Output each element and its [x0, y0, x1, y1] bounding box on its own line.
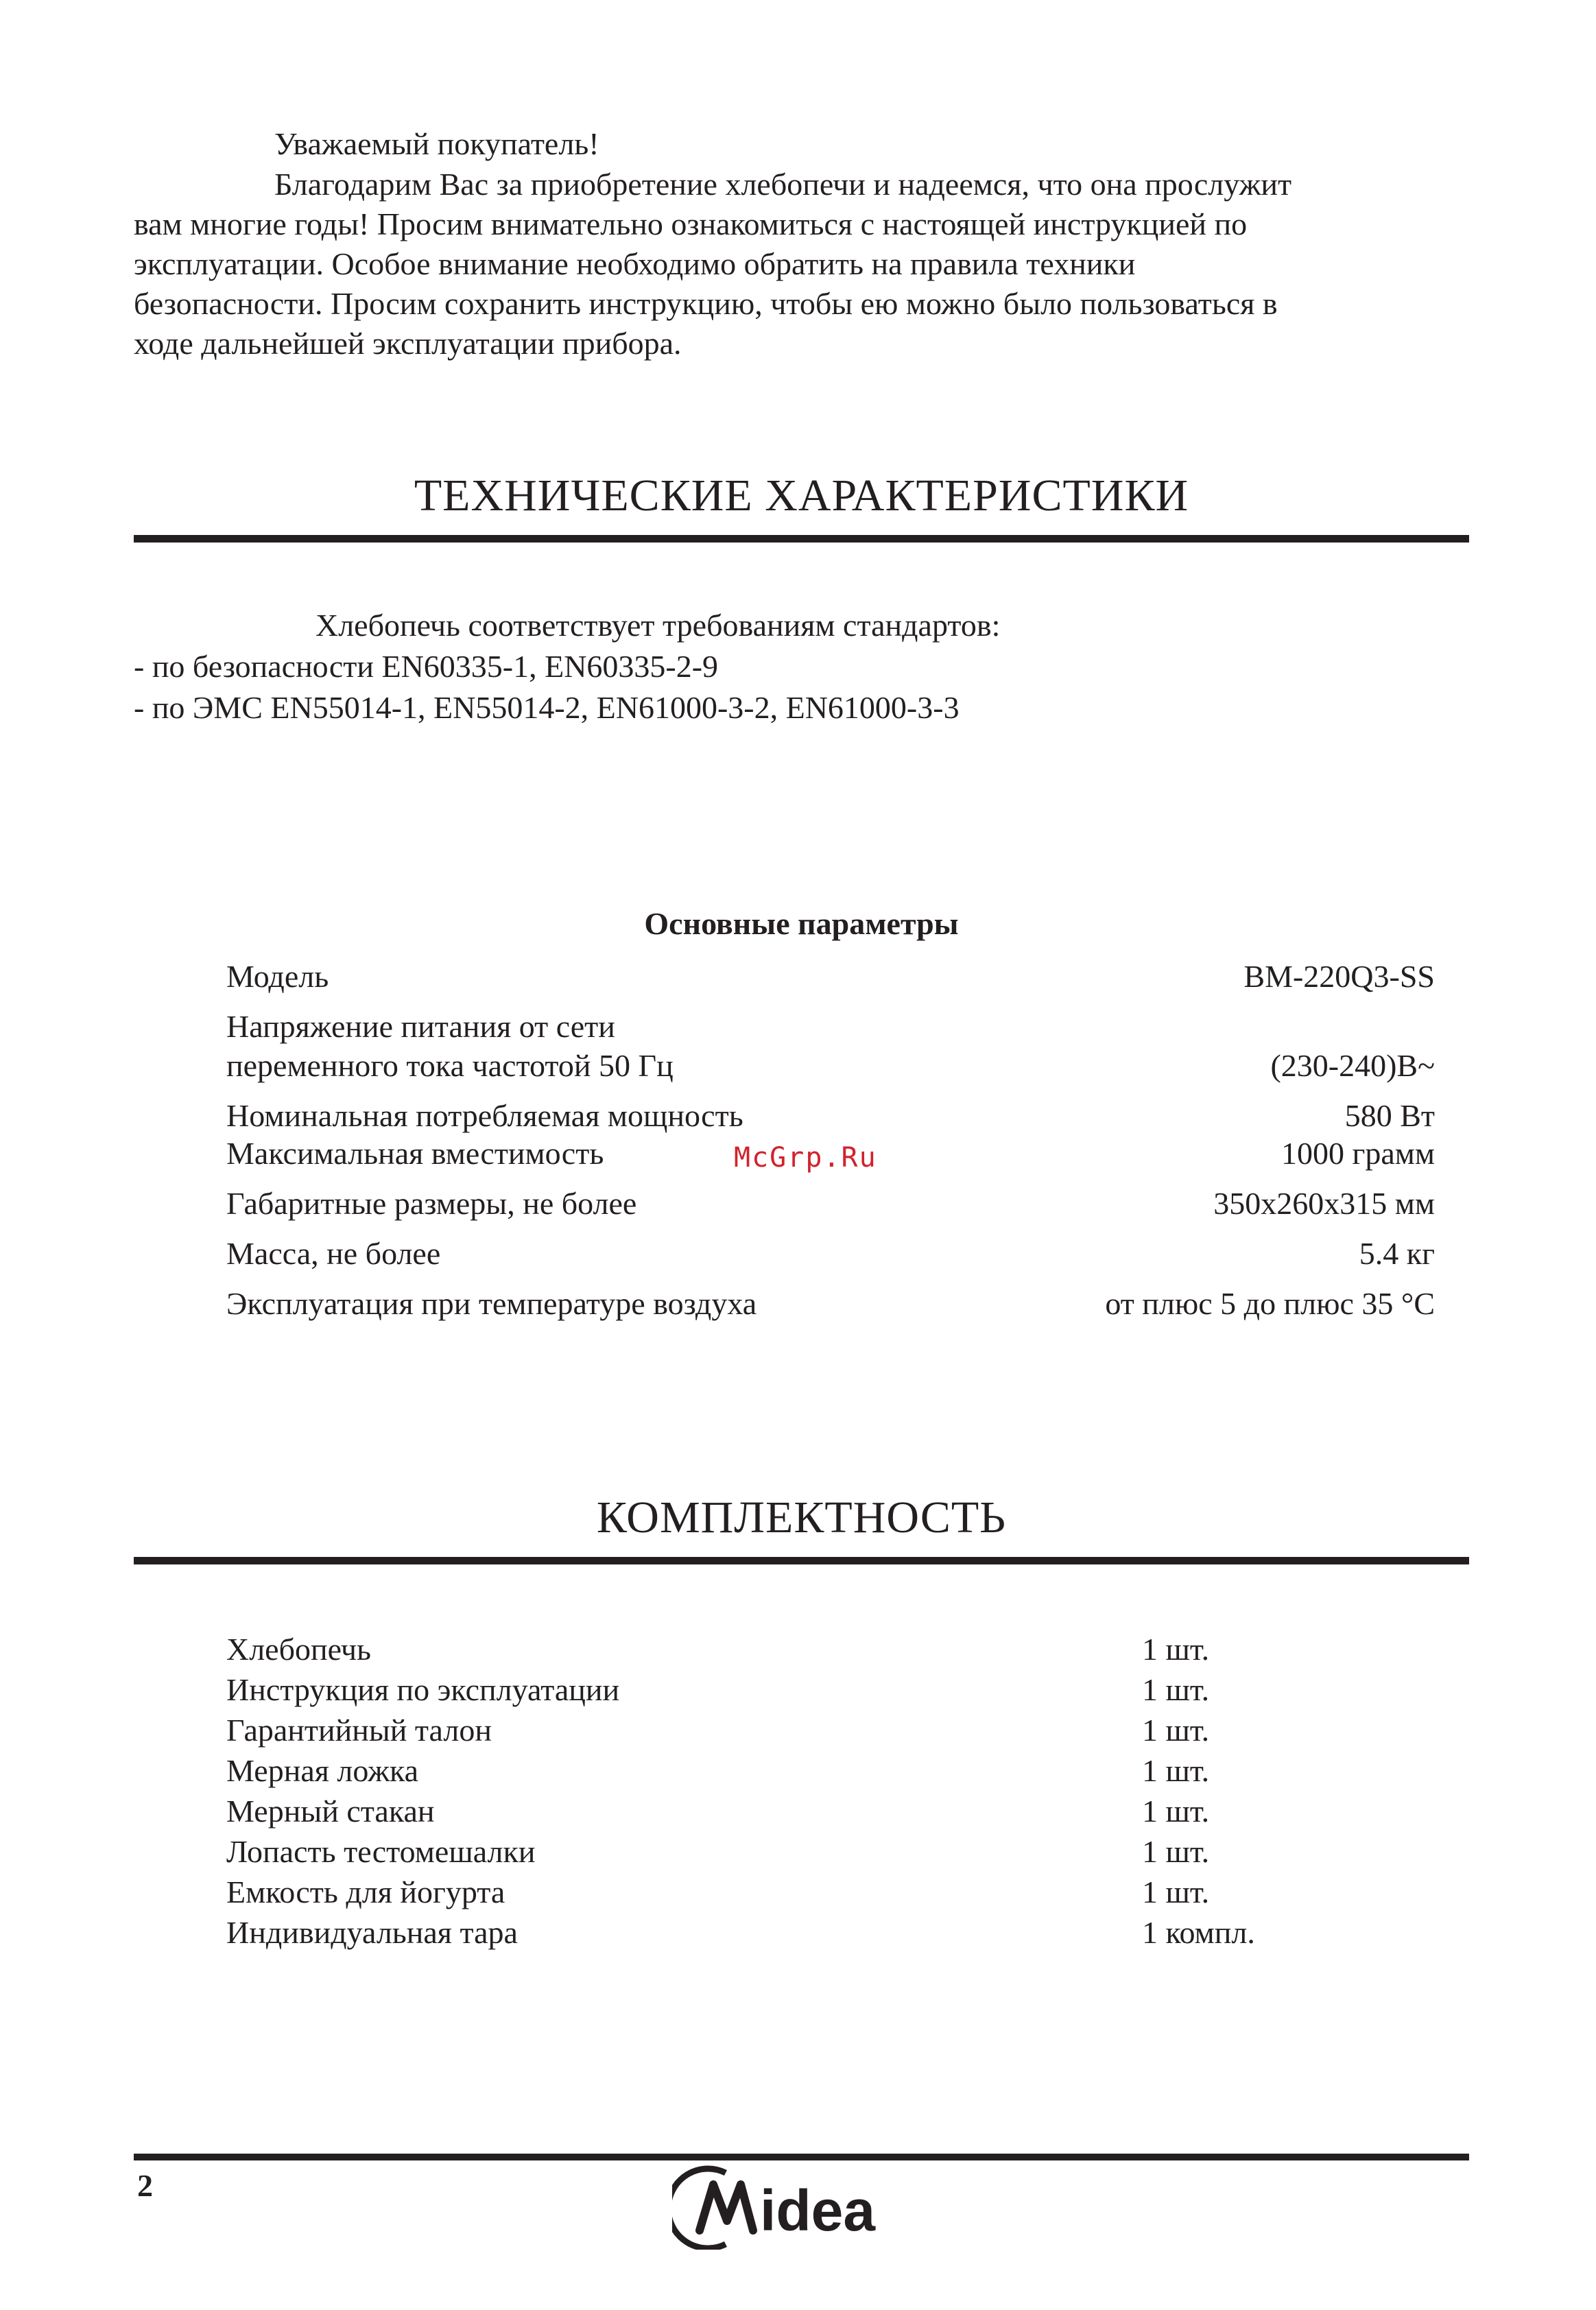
intro-line: вам многие годы! Просим внимательно ознакомиться с настоящей инструкцией по: [134, 206, 1248, 241]
footer-divider: [134, 2154, 1469, 2160]
kit-item-name: Гарантийный талон: [226, 1713, 492, 1748]
kit-item-qty: 1 шт.: [1142, 1794, 1210, 1829]
params-title: Основные параметры: [644, 906, 959, 941]
section-divider: [134, 1557, 1469, 1564]
param-value-power: 580 Вт: [1344, 1098, 1435, 1133]
kit-item-name: Мерная ложка: [226, 1753, 419, 1788]
standard-safety: - по безопасности EN60335-1, EN60335-2-9: [134, 649, 719, 684]
kit-item-qty: 1 шт.: [1142, 1874, 1210, 1909]
kit-item-name: Лопасть тестомешалки: [226, 1834, 536, 1869]
param-label-power: Номинальная потребляемая мощность: [226, 1098, 743, 1133]
kit-item-qty: 1 шт.: [1142, 1753, 1210, 1788]
tech-specs-title: ТЕХНИЧЕСКИЕ ХАРАКТЕРИСТИКИ: [414, 471, 1189, 521]
kit-item-qty: 1 компл.: [1142, 1915, 1255, 1950]
standard-emc: - по ЭМС EN55014-1, EN55014-2, EN61000-3-2, EN61000-3-3: [134, 690, 960, 725]
param-label-dimensions: Габаритные размеры, не более: [226, 1186, 637, 1221]
kit-item-qty: 1 шт.: [1142, 1713, 1210, 1748]
kit-item-qty: 1 шт.: [1142, 1632, 1210, 1667]
param-label-voltage: Напряжение питания от сети: [226, 1009, 615, 1044]
kit-item-name: Индивидуальная тара: [226, 1915, 518, 1950]
intro-line: безопасности. Просим сохранить инструкцию, чтобы ею можно было пользоваться в: [134, 286, 1278, 321]
intro-line: Благодарим Вас за приобретение хлебопечи и надеемся, что она прослужит: [274, 167, 1292, 202]
param-value-weight: 5.4 кг: [1359, 1236, 1435, 1271]
kit-title: КОМПЛЕКТНОСТЬ: [596, 1492, 1007, 1543]
param-value-model: BM-220Q3-SS: [1243, 959, 1435, 994]
kit-item-name: Хлебопечь: [226, 1632, 371, 1667]
param-label-weight: Масса, не более: [226, 1236, 441, 1271]
intro-line: ходе дальнейшей эксплуатации прибора.: [134, 326, 682, 361]
param-value-temperature: от плюс 5 до плюс 35 °С: [1105, 1286, 1435, 1321]
kit-item-name: Инструкция по эксплуатации: [226, 1672, 620, 1707]
midea-logo-icon: [672, 2160, 919, 2250]
param-label-capacity: Максимальная вместимость: [226, 1136, 604, 1171]
param-value-capacity: 1000 грамм: [1281, 1136, 1435, 1171]
param-label-model: Модель: [226, 959, 329, 994]
page-number: 2: [137, 2168, 153, 2203]
watermark: McGrp.Ru: [734, 1142, 877, 1174]
brand-name: idea: [760, 2178, 876, 2243]
kit-item-name: Емкость для йогурта: [226, 1874, 505, 1909]
kit-item-qty: 1 шт.: [1142, 1834, 1210, 1869]
section-divider: [134, 535, 1469, 543]
kit-item-name: Мерный стакан: [226, 1794, 435, 1829]
standards-intro: Хлебопечь соответствует требованиям стандартов:: [315, 608, 1001, 643]
param-value-voltage: (230-240)В~: [1270, 1048, 1435, 1083]
param-value-dimensions: 350x260x315 мм: [1213, 1186, 1435, 1221]
greeting: Уважаемый покупатель!: [274, 126, 599, 161]
kit-item-qty: 1 шт.: [1142, 1672, 1210, 1707]
intro-line: эксплуатации. Особое внимание необходимо обратить на правила техники: [134, 246, 1136, 281]
param-label-temperature: Эксплуатация при температуре воздуха: [226, 1286, 757, 1321]
param-label-voltage-line2: переменного тока частотой 50 Гц: [226, 1048, 674, 1083]
